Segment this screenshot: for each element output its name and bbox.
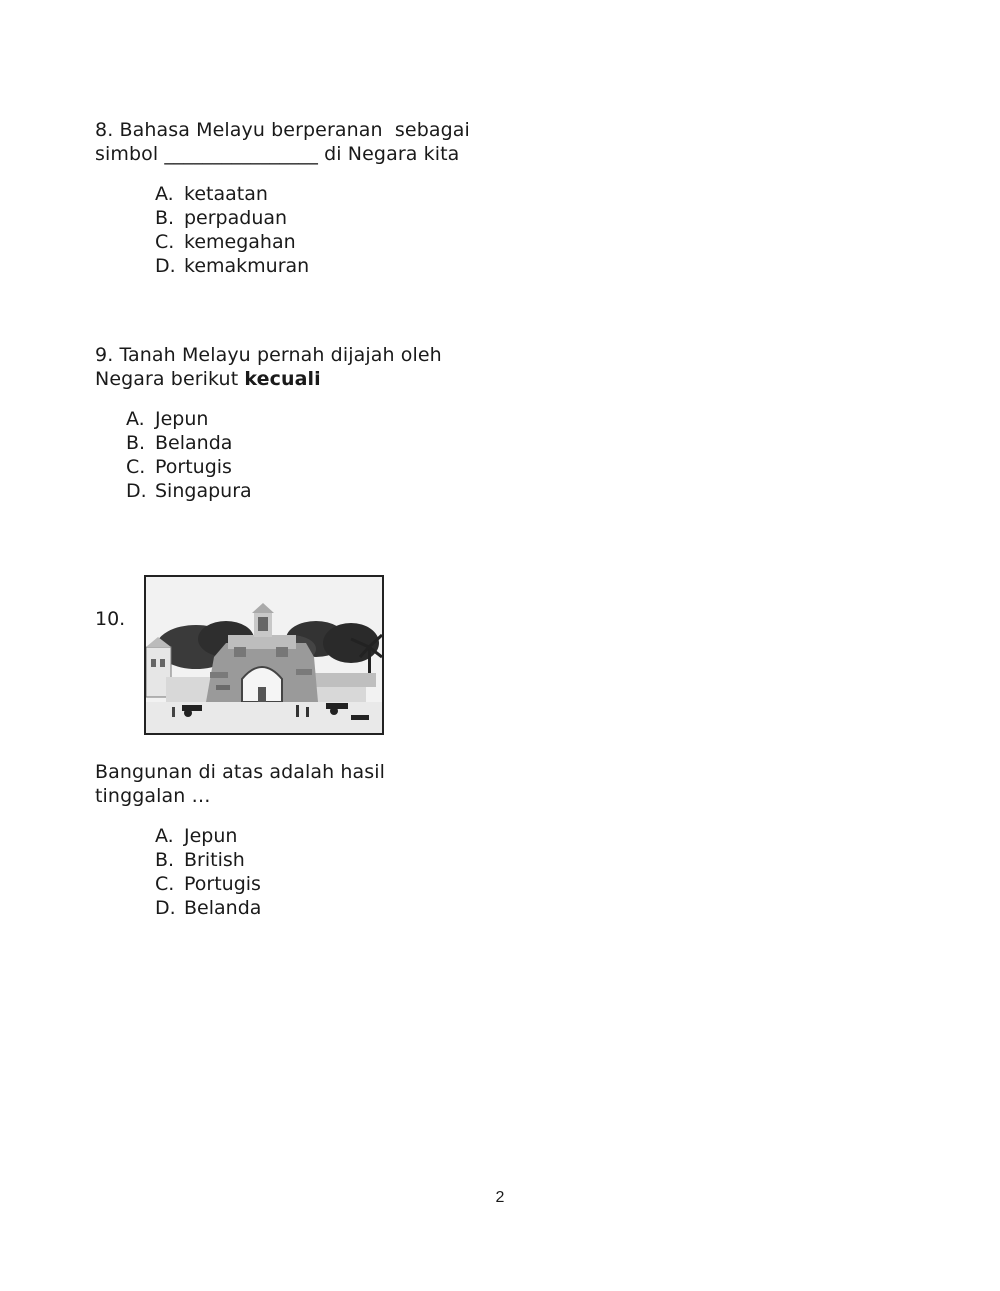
option-8c[interactable]: C. kemegahan [155, 231, 296, 253]
option-10b[interactable]: B. British [155, 849, 245, 871]
question-9-line-2: Negara berikut kecuali [95, 368, 321, 390]
question-9-line-1: 9. Tanah Melayu pernah dijajah oleh [95, 344, 442, 366]
option-9c[interactable]: C. Portugis [126, 456, 232, 478]
question-10-options [155, 824, 261, 920]
question-9-options [126, 407, 252, 503]
emphasis-kecuali: kecuali [244, 368, 321, 390]
question-10-line-2: tinggalan … [95, 785, 211, 807]
option-9a[interactable]: A. Jepun [126, 408, 209, 430]
question-10-number: 10. [95, 608, 126, 630]
option-9b[interactable]: B. Belanda [126, 432, 233, 454]
option-9d[interactable]: D. Singapura [126, 480, 252, 502]
option-8d[interactable]: D. kemakmuran [155, 255, 310, 277]
option-10a[interactable]: A. Jepun [155, 825, 238, 847]
page-number: 2 [495, 1189, 505, 1206]
option-10d[interactable]: D. Belanda [155, 897, 262, 919]
question-10-line-1: Bangunan di atas adalah hasil [95, 761, 386, 783]
option-10c[interactable]: C. Portugis [155, 873, 261, 895]
fortress-gate-photo [144, 575, 384, 735]
question-8 [95, 118, 470, 166]
question-9 [95, 343, 442, 391]
photo-icon [146, 577, 382, 733]
question-10 [95, 760, 385, 808]
option-8a[interactable]: A. ketaatan [155, 183, 268, 205]
option-8b[interactable]: B. perpaduan [155, 207, 288, 229]
question-8-line-2: simbol ________________ di Negara kita [95, 143, 460, 165]
question-8-line-1: 8. Bahasa Melayu berperanan sebagai [95, 119, 470, 141]
question-8-options [155, 182, 309, 278]
